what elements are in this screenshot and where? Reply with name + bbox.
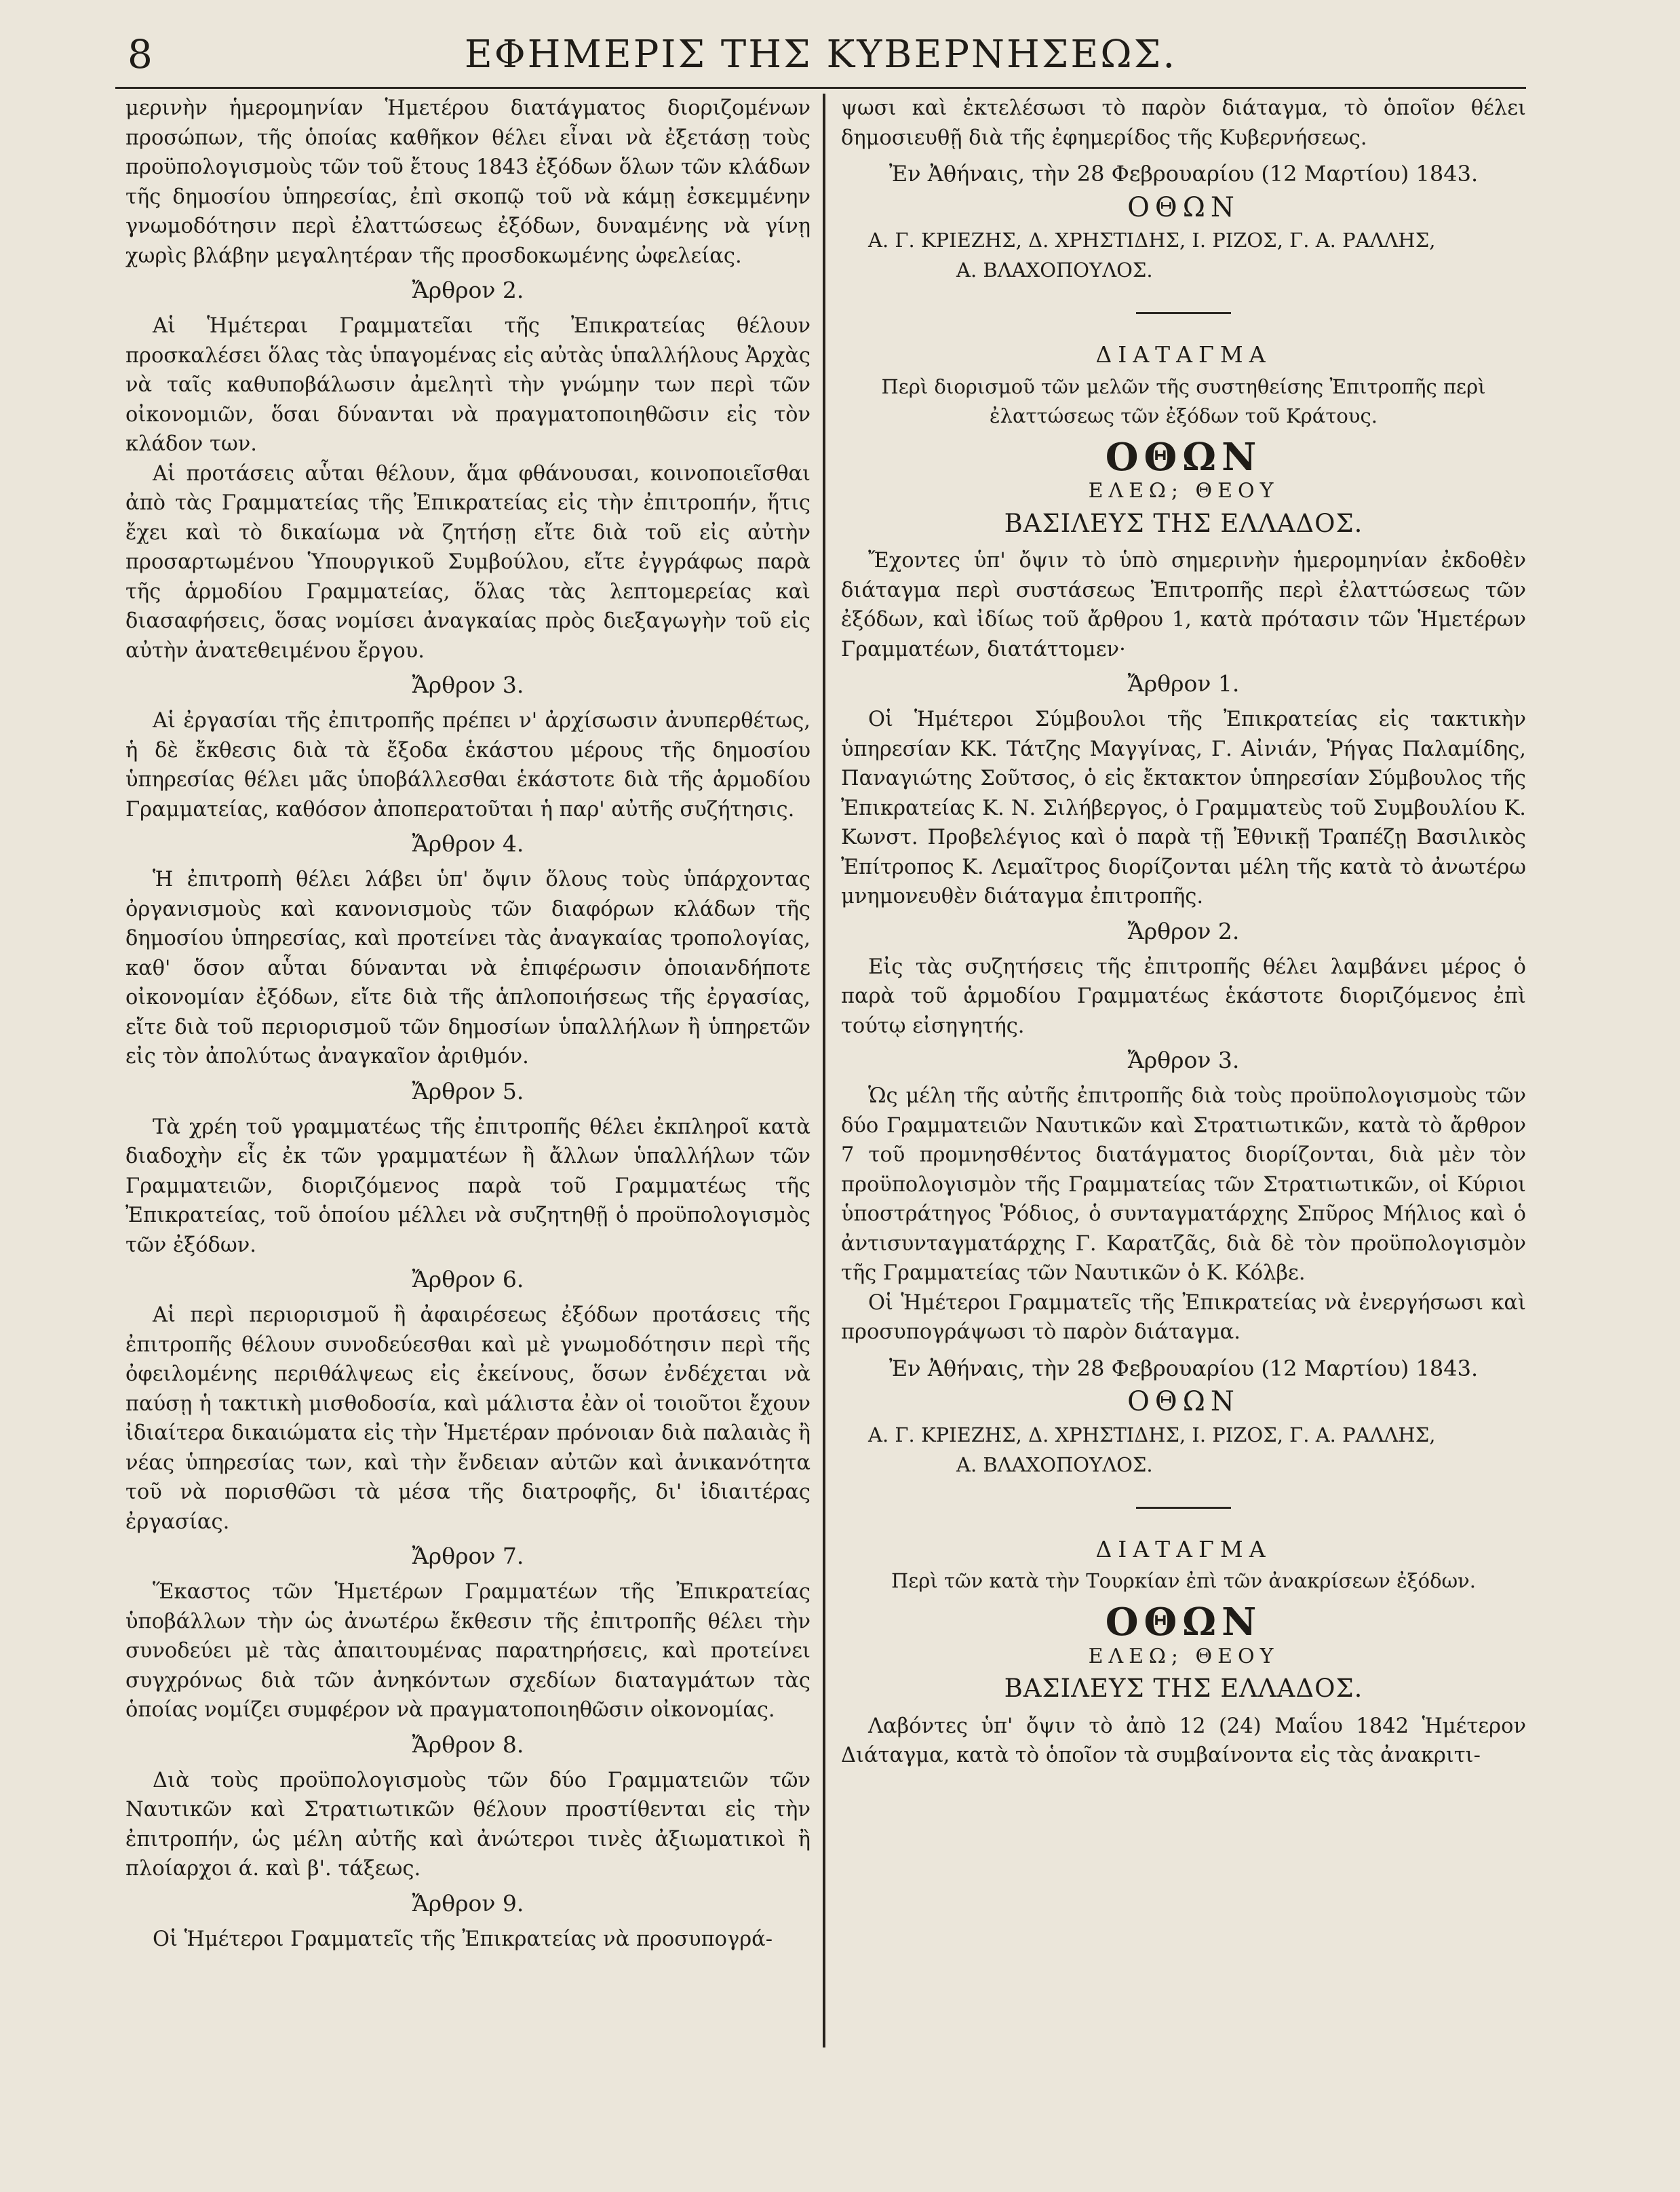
paragraph: Εἰς τὰς συζητήσεις τῆς ἐπιτροπῆς θέλει λαμβάνει μέρος ὁ παρὰ τοῦ ἁρμοδίου Γραμματέως ἑκάστοτε διοριζόμενος ἐπὶ τούτῳ εἰσηγητής. [841,955,1526,1038]
paragraph: Οἱ Ἡμέτεροι Σύμβουλοι τῆς Ἐπικρατείας εἰς τακτικὴν ὑπηρεσίαν ΚΚ. Τάτζης Μαγγίνας, Γ. Αἰνιάν, Ῥήγας Παλαμίδης, Παναγιώτης Σοῦτσος, ὁ εἰς ἔκτακτον ὑπηρεσίαν Σύμβουλος τῆς Ἐπικρατείας Κ. Ν. Σιλήβεργος, ὁ Γραμματεὺς τοῦ Συμβουλίου Κ. Κωνστ. Προβελέγιος καὶ ὁ παρὰ τῇ Ἐθνικῇ Τραπέζῃ Βασιλικὸς Ἐπίτροπος Κ. Λεμαῖτρος διορίζονται μέλη τῆς κατὰ τὸ ἀνωτέρω μνημονευθὲν διάταγμα ἐπιτροπῆς. [841,708,1526,908]
by-grace-of-god: ΕΛΕΩ; ΘΕΟΥ [1088,1644,1279,1668]
paragraph: Τὰ χρέη τοῦ γραμματέως τῆς ἐπιτροπῆς θέλει ἐκπληροῖ κατὰ διαδοχὴν εἷς ἐκ τῶν γραμματέων ἢ ἄλλων ὑπαλλήλων τῶν Γραμματειῶν, διοριζόμενος παρὰ τοῦ Γραμματέως τῆς Ἐπικρατείας, τοῦ ὁποίου μέλλει νὰ συζητηθῇ ὁ προϋπολογισμὸς τῶν ἐξόδων. [125,1115,810,1257]
article-heading: Ἄρθρον 1. [1127,670,1240,697]
decree-heading: ΔΙΑΤΑΓΜΑ [1095,1535,1272,1562]
section-rule [1136,1507,1231,1509]
signatories: Α. Γ. ΚΡΙΕΖΗΣ, Δ. ΧΡΗΣΤΙΔΗΣ, Ι. ΡΙΖΟΣ, Γ. Α. ΡΑΛΛΗΣ, [868,229,1436,252]
gazette-title: ΕΦΗΜΕΡΙΣ ΤΗΣ ΚΥΒΕΡΝΗΣΕΩΣ. [464,33,1177,77]
page-number: 8 [128,31,153,77]
paragraph: Ἔχοντες ὑπ' ὄψιν τὸ ὑπὸ σημερινὴν ἡμερομηνίαν ἐκδοθὲν διάταγμα περὶ συστάσεως Ἐπιτροπῆς περὶ ἐλαττώσεως τῶν ἐξόδων, καὶ ἰδίως τοῦ ἄρθρου 1, κατὰ πρότασιν τῶν Ἡμετέρων Γραμματέων, διατάττομεν· [841,549,1526,661]
paragraph: Ἕκαστος τῶν Ἡμετέρων Γραμματέων τῆς Ἐπικρατείας ὑποβάλλων τὴν ὡς ἀνωτέρω ἔκθεσιν τῆς ἐπιτροπῆς θέλει τὴν συνοδεύει μὲ τὰς ἀπαιτουμένας παρατηρήσεις, καὶ προτείνει συγχρόνως διὰ τῶν ἀνηκόντων σχεδίων διαταγμάτων τὰς ὁποίας νομίζει συμφέρον νὰ πραγματοποιηθῶσιν οἰκονομίας. [125,1580,810,1722]
by-grace-of-god: ΕΛΕΩ; ΘΕΟΥ [1088,479,1279,503]
paragraph: Αἱ Ἡμέτεραι Γραμματεῖαι τῆς Ἐπικρατείας θέλουν προσκαλέσει ὅλας τὰς ὑπαγομένας εἰς αὐτὰς ὑπαλλήλους Ἀρχὰς νὰ ταῖς καθυποβάλωσιν ἀμελητὶ τὴν γνώμην των περὶ τῶν οἰκονομιῶν, ὅσαι δύνανται νὰ πραγματοποιηθῶσιν εἰς τὸν κλάδον των. [125,314,811,456]
paragraph: Αἱ περὶ περιορισμοῦ ἢ ἀφαιρέσεως ἐξόδων προτάσεις τῆς ἐπιτροπῆς θέλουν συνοδεύεσθαι καὶ μὲ γνωμοδότησιν περὶ τῆς ὀφειλομένης περιθάλψεως εἰς ἐκείνους, ὅσων ἐνδέχεται νὰ παύσῃ ἡ τακτικὴ μισθοδοσία, καὶ μάλιστα ἐὰν οἱ τοιοῦτοι ἔχουν ἰδιαίτερα δικαιώματα εἰς τὴν Ἡμετέραν πρόνοιαν διὰ παλαιὰς ἢ νέας ὑπηρεσίας των, καὶ τὴν ἔνδειαν αὐτῶν καὶ ἀνικανότητα τοῦ νὰ πορισθῶσι τὰ μέσα τῆς διατροφῆς, δι' ἰδιαιτέρας ἐργασίας. [125,1303,810,1534]
paragraph: Λαβόντες ὑπ' ὄψιν τὸ ἀπὸ 12 (24) Μαΐου 1842 Ἡμέτερον Διάταγμα, κατὰ τὸ ὁποῖον τὰ συμβαίνοντα εἰς τὰς ἀνακριτι- [841,1714,1526,1767]
paragraph: ψωσι καὶ ἐκτελέσωσι τὸ παρὸν διάταγμα, τὸ ὁποῖον θέλει δημοσιευθῇ διὰ τῆς ἐφημερίδος τῆς Κυβερνήσεως. [841,96,1526,150]
king-title: ΒΑΣΙΛΕΥΣ ΤΗΣ ΕΛΛΑΔΟΣ. [1004,508,1363,538]
header-rule [115,87,1526,89]
signatories: Α. Γ. ΚΡΙΕΖΗΣ, Δ. ΧΡΗΣΤΙΔΗΣ, Ι. ΡΙΖΟΣ, Γ. Α. ΡΑΛΛΗΣ, [868,1423,1436,1446]
article-heading: Ἄρθρον 3. [1127,1047,1240,1073]
paragraph: Οἱ Ἡμέτεροι Γραμματεῖς τῆς Ἐπικρατείας νὰ ἐνεργήσωσι καὶ προσυπογράψωσι τὸ παρὸν διάταγμα. [841,1290,1526,1344]
decree-heading: ΔΙΑΤΑΓΜΑ [1095,341,1272,368]
paragraph: Αἱ ἐργασίαι τῆς ἐπιτροπῆς πρέπει ν' ἀρχίσωσιν ἀνυπερθέτως, ἡ δὲ ἔκθεσις διὰ τὰ ἔξοδα ἑκάστου μέρους τῆς δημοσίου ὑπηρεσίας θέλει μᾶς ὑποβάλλεσθαι ἑκάστοτε διὰ τῆς ἁρμοδίου Γραμματείας, καθόσον ἀποπερατοῦται ἡ παρ' αὐτῆς συζήτησις. [125,709,810,822]
king-name: ΟΘΩΝ [1105,1600,1262,1645]
king-name: ΟΘΩΝ [1127,1386,1240,1417]
section-rule [1136,312,1231,314]
paragraph: Οἱ Ἡμέτεροι Γραμματεῖς τῆς Ἐπικρατείας νὰ προσυπογρά- [153,1927,773,1951]
article-heading: Ἄρθρον 7. [412,1543,524,1569]
dateline: Ἐν Ἀθήναις, τὴν 28 Φεβρουαρίου (12 Μαρτίου) 1843. [888,161,1479,187]
article-heading: Ἄρθρον 6. [412,1266,524,1292]
article-heading: Ἄρθρον 2. [1127,917,1240,944]
decree-subject: Περὶ τῶν κατὰ τὴν Τουρκίαν ἐπὶ τῶν ἀνακρίσεων ἐξόδων. [891,1569,1477,1592]
paragraph: Αἱ προτάσεις αὗται θέλουν, ἅμα φθάνουσαι, κοινοποιεῖσθαι ἀπὸ τὰς Γραμματείας τῆς Ἐπικρατείας εἰς τὴν ἐπιτροπήν, ἥτις ἔχει καὶ τὸ δικαίωμα νὰ ζητήσῃ εἴτε διὰ τοῦ εἰς αὐτὴν προσαρτωμένου Ὑπουργικοῦ Συμβούλου, εἴτε ἐγγράφως παρὰ τῆς ἁρμοδίου Γραμματείας, ὅλας τὰς λεπτομερείας καὶ διασαφήσεις, ὅσας νομίσει ἀναγκαίας πρὸς διεξαγωγὴν τοῦ εἰς αὐτὴν ἀνατεθειμένου ἔργου. [125,461,810,663]
dateline: Ἐν Ἀθήναις, τὴν 28 Φεβρουαρίου (12 Μαρτίου) 1843. [888,1355,1479,1381]
article-heading: Ἄρθρον 2. [412,277,524,303]
article-heading: Ἄρθρον 4. [412,830,524,857]
page-header [115,27,1526,81]
article-heading: Ἄρθρον 9. [412,1889,524,1917]
article-heading: Ἄρθρον 3. [412,672,524,698]
king-name: ΟΘΩΝ [1105,434,1262,480]
paragraph: μερινὴν ἡμερομηνίαν Ἡμετέρου διατάγματος διοριζομένων προσώπων, τῆς ὁποίας καθῆκον θέλει εἶναι νὰ ἐξετάσῃ τοὺς προϋπολογισμοὺς τῶν τοῦ ἔτους 1843 ἐξόδων ὅλων τῶν κλάδων τῆς δημοσίου ὑπηρεσίας, ἐπὶ σκοπῷ τοῦ νὰ κάμῃ ἐσκεμμένην γνωμοδότησιν περὶ ἐλαττώσεως ἐξόδων, δυναμένης νὰ γίνῃ χωρὶς βλάβην μεγαλητέραν τῆς προσδοκωμένης ὠφελείας. [125,96,810,268]
paragraph: Διὰ τοὺς προϋπολογισμοὺς τῶν δύο Γραμματειῶν τῶν Ναυτικῶν καὶ Στρατιωτικῶν θέλουν προστίθενται εἰς τὴν ἐπιτροπήν, ὡς μέλη αὐτῆς καὶ ἀνώτεροι τινὲς ἀξιωματικοὶ ἢ πλοίαρχοι ά. καὶ β'. τάξεως. [125,1768,810,1881]
signatories: Α. ΒΛΑΧΟΠΟΥΛΟΣ. [956,1453,1153,1476]
king-name: ΟΘΩΝ [1127,191,1240,223]
right-column [841,94,1526,1771]
left-column [125,94,810,1954]
article-heading: Ἄρθρον 8. [412,1731,524,1758]
column-divider [823,94,825,2047]
decree-subject: Περὶ διορισμοῦ τῶν μελῶν τῆς συστηθείσης Ἐπιτροπῆς περὶ ἐλαττώσεως τῶν ἐξόδων τοῦ Κράτους. [881,374,1486,427]
paragraph: Ἡ ἐπιτροπὴ θέλει λάβει ὑπ' ὄψιν ὅλους τοὺς ὑπάρχοντας ὀργανισμοὺς καὶ κανονισμοὺς τῶν διαφόρων κλάδων τῆς δημοσίου ὑπηρεσίας, καὶ προτείνει τὰς ἀναγκαίας τροπολογίας, καθ' ὅσον αὗται δύνανται νὰ ἐπιφέρωσιν ὁποιανδήποτε οἰκονομίαν ἐξόδων, εἴτε διὰ τῆς ἁπλοποιήσεως τῆς ἐργασίας, εἴτε διὰ τοῦ περιορισμοῦ τῶν δημοσίων ὑπαλλήλων ἢ ὑπηρετῶν εἰς τὸν ἀπολύτως ἀναγκαῖον ἀριθμόν. [125,868,810,1069]
article-heading: Ἄρθρον 5. [412,1077,524,1104]
paragraph: Ὡς μέλη τῆς αὐτῆς ἐπιτροπῆς διὰ τοὺς προϋπολογισμοὺς τῶν δύο Γραμματειῶν Ναυτικῶν καὶ Στρατιωτικῶν, κατὰ τὸ ἄρθρον 7 τοῦ προμνησθέντος διατάγματος διορίζονται, διὰ μὲν τὸν προϋπολογισμὸν τῆς Γραμματείας τῶν Στρατιωτικῶν, οἱ Κύριοι ὑποστράτηγος Ῥόδιος, ὁ συνταγματάρχης Σπῦρος Μήλιος καὶ ὁ ἀντισυνταγματάρχης Γ. Καρατζᾶς, διὰ δὲ τὸν προϋπολογισμὸν τῆς Γραμματείας τῶν Ναυτικῶν ὁ Κ. Κόλβε. [841,1084,1526,1285]
signatories: Α. ΒΛΑΧΟΠΟΥΛΟΣ. [956,258,1153,282]
king-title: ΒΑΣΙΛΕΥΣ ΤΗΣ ΕΛΛΑΔΟΣ. [1004,1674,1363,1703]
